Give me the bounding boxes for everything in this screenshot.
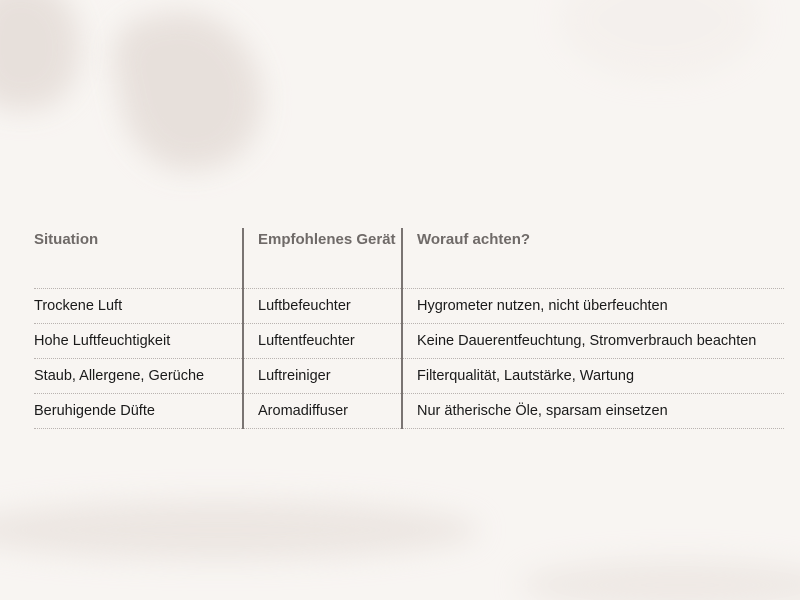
cell-situation: Hohe Luftfeuchtigkeit xyxy=(34,324,243,359)
cell-device: Aromadiffuser xyxy=(243,394,402,429)
light-shadow xyxy=(560,0,760,80)
table-row xyxy=(34,394,784,429)
cell-device: Luftbefeuchter xyxy=(243,289,402,324)
leaf-shadow xyxy=(0,0,80,110)
leaf-shadow xyxy=(105,0,275,183)
fabric-shadow xyxy=(520,560,800,600)
device-recommendation-table xyxy=(34,228,784,429)
cell-device: Luftreiniger xyxy=(243,359,402,394)
cell-notes: Keine Dauerentfeuchtung, Stromverbrauch beachten xyxy=(402,324,784,359)
header-device: Empfohlenes Gerät xyxy=(243,228,402,289)
table-row xyxy=(34,289,784,324)
table-header-row xyxy=(34,228,784,289)
table-row xyxy=(34,324,784,359)
cell-notes: Nur ätherische Öle, sparsam einsetzen xyxy=(402,394,784,429)
cell-device: Luftentfeuchter xyxy=(243,324,402,359)
cell-situation: Staub, Allergene, Gerüche xyxy=(34,359,243,394)
cell-situation: Beruhigende Düfte xyxy=(34,394,243,429)
cell-notes: Filterqualität, Lautstärke, Wartung xyxy=(402,359,784,394)
table-row xyxy=(34,359,784,394)
cell-situation: Trockene Luft xyxy=(34,289,243,324)
fabric-shadow xyxy=(0,500,480,560)
header-notes: Worauf achten? xyxy=(402,228,784,289)
header-situation: Situation xyxy=(34,228,243,289)
cell-notes: Hygrometer nutzen, nicht überfeuchten xyxy=(402,289,784,324)
